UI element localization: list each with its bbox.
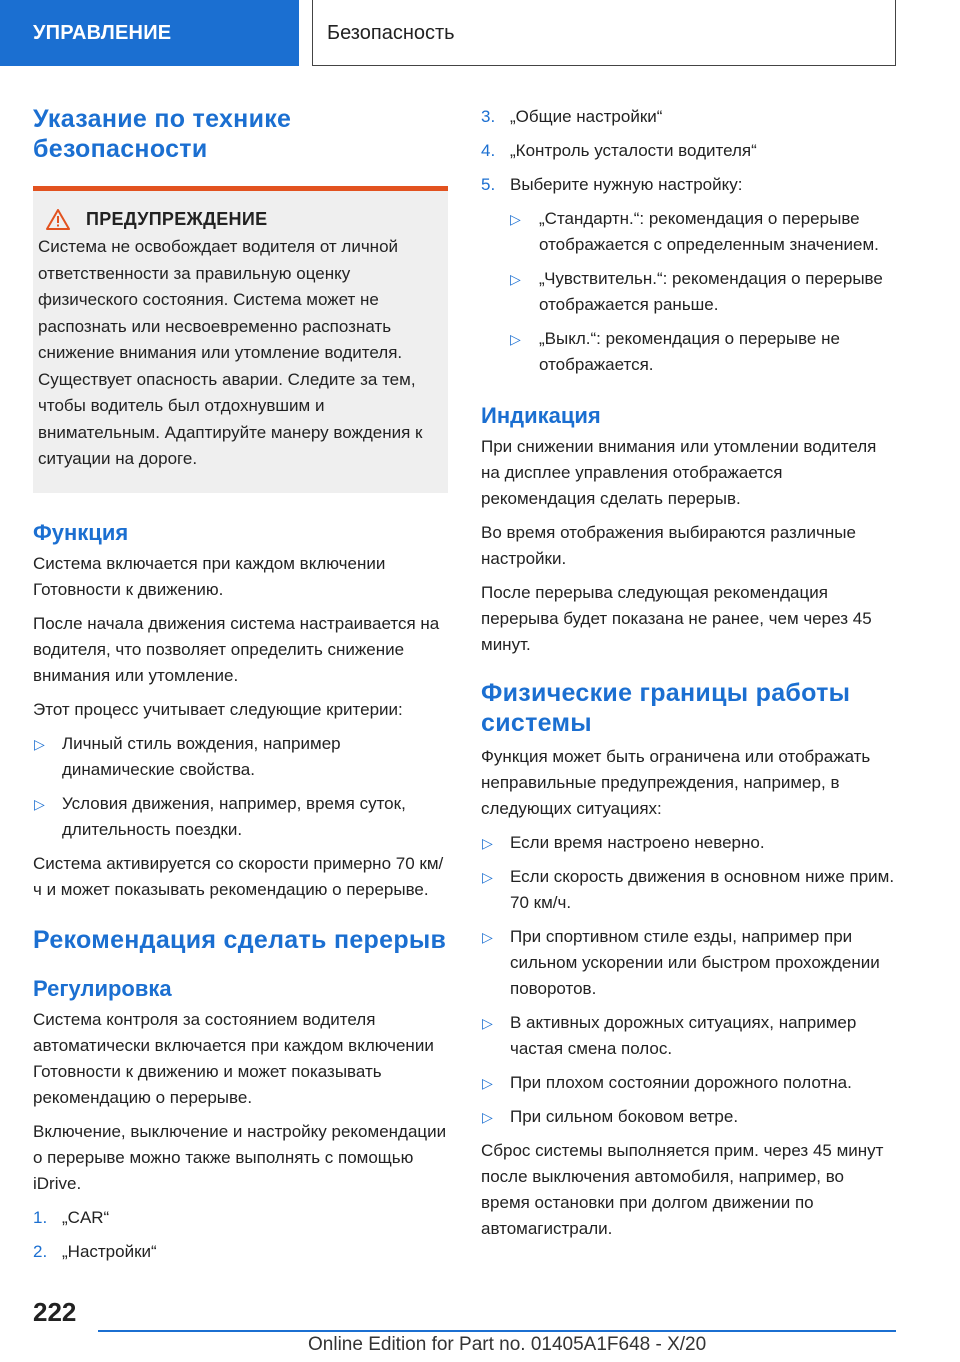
list-item: 5. Выберите нужную настройку:: [481, 175, 743, 194]
heading-indication: Индикация: [481, 403, 601, 428]
section-tab[interactable]: УПРАВЛЕНИЕ: [0, 0, 299, 66]
list-item: ▷ В активных дорожных ситуациях, например частая смена полос.: [481, 1010, 896, 1062]
paragraph: Система контроля за состоянием водителя автоматически включается при каждом включении Готовности к движению и может показывать рекомендацию о перерыве.: [33, 1009, 434, 1107]
bullet-triangle-icon: ▷: [482, 1015, 493, 1031]
limits-list: [481, 830, 896, 1130]
heading-function: Функция: [33, 519, 129, 545]
list-item: ▷ При сильном боковом ветре.: [481, 1104, 896, 1130]
list-item: ▷ При спортивном стиле езды, например при сильном ускорении или быстром прохождении поворотов.: [481, 924, 896, 1002]
chapter-title: Безопасность: [312, 0, 896, 66]
criteria-list: [33, 731, 448, 843]
bullet-triangle-icon: ▷: [482, 869, 493, 885]
heading-safety: Указание по технике безопасности: [33, 105, 292, 163]
paragraph: Этот процесс учитывает следующие критерии:: [33, 699, 403, 719]
list-item: ▷ „Стандартн.“: рекомендация о перерыве отображается с определенным значением.: [481, 206, 896, 258]
bullet-triangle-icon: ▷: [510, 331, 521, 347]
warning-box: [33, 186, 448, 493]
warning-text: Система не освобождает водителя от личной ответственности за правильную оценку физического состояния. Система может не распознать или несвоевременно распознать снижение внимания или утомление водителя. Существует опасность аварии. Следите за тем, чтобы водитель был отдохнувшим и внимательным. Адаптируйте манеру вождения к ситуации на дороге.: [38, 237, 423, 468]
list-item: 2. „Настройки“: [33, 1241, 157, 1261]
list-item: ▷ Если время настроено неверно.: [481, 830, 896, 856]
list-item: ▷ Условия движения, например, время суток, длительность поездки.: [33, 791, 448, 843]
paragraph: Система включается при каждом включении Готовности к движению.: [33, 553, 386, 599]
list-item: ▷ Личный стиль вождения, например динамические свойства.: [33, 731, 448, 783]
list-item: ▷ Если скорость движения в основном ниже прим. 70 км/ч.: [481, 864, 896, 916]
bullet-triangle-icon: ▷: [482, 929, 493, 945]
paragraph: Включение, выключение и настройку рекомендации о перерыве можно также выполнять с помощью iDrive.: [33, 1121, 447, 1193]
footer-edition: Online Edition for Part no. 01405A1F648 - X/20: [308, 1334, 707, 1355]
list-item: 3. „Общие настройки“: [481, 107, 663, 126]
paragraph: После перерыва следующая рекомендация перерыва будет показана не ранее, чем через 45 минут.: [481, 583, 872, 654]
paragraph: Сброс системы выполняется прим. через 45 минут после выключения автомобиля, например, во время остановки при долгом движении по автомагистрали.: [481, 1141, 884, 1238]
steps-list: [33, 1205, 448, 1265]
heading-adjustment: Регулировка: [33, 975, 172, 1001]
left-column: [33, 104, 448, 1265]
bullet-triangle-icon: ▷: [510, 211, 521, 227]
paragraph: При снижении внимания или утомлении водителя на дисплее управления отображается рекомендация сделать перерыв.: [481, 437, 877, 508]
list-item: ▷ „Чувствительн.“: рекомендация о перерыве отображается раньше.: [481, 266, 896, 318]
bullet-triangle-icon: ▷: [34, 795, 45, 812]
paragraph: Система активируется со скорости примерно 70 км/ч и может показывать рекомендацию о перерыве.: [33, 853, 444, 899]
bullet-triangle-icon: ▷: [482, 835, 493, 851]
right-column: [481, 104, 896, 1242]
warning-triangle-icon: [46, 209, 70, 230]
page-header: [0, 0, 960, 66]
steps-list-continued: [481, 104, 896, 198]
warning-header: [46, 209, 436, 230]
heading-system-limits: Физические границы работы системы: [481, 679, 851, 737]
bullet-triangle-icon: ▷: [482, 1109, 493, 1125]
bullet-triangle-icon: ▷: [34, 735, 45, 752]
footer-divider: [98, 1330, 896, 1332]
bullet-triangle-icon: ▷: [482, 1075, 493, 1091]
settings-options-list: [481, 206, 896, 378]
list-item: ▷ При плохом состоянии дорожного полотна.: [481, 1070, 896, 1096]
bullet-triangle-icon: ▷: [510, 271, 521, 287]
list-item: 4. „Контроль усталости водителя“: [481, 141, 757, 160]
paragraph: Функция может быть ограничена или отображать неправильные предупреждения, например, в следующих ситуациях:: [481, 747, 871, 818]
list-item: ▷ „Выкл.“: рекомендация о перерыве не отображается.: [481, 326, 896, 378]
paragraph: Во время отображения выбираются различные настройки.: [481, 523, 856, 568]
page-number: 222: [33, 1297, 77, 1327]
list-item: 1. „CAR“: [33, 1207, 110, 1227]
paragraph: После начала движения система настраивается на водителя, что позволяет определить снижение внимания или утомление.: [33, 613, 440, 685]
warning-title: ПРЕДУПРЕЖДЕНИЕ: [86, 209, 268, 229]
heading-break-recommendation: Рекомендация сделать перерыв: [33, 925, 447, 954]
